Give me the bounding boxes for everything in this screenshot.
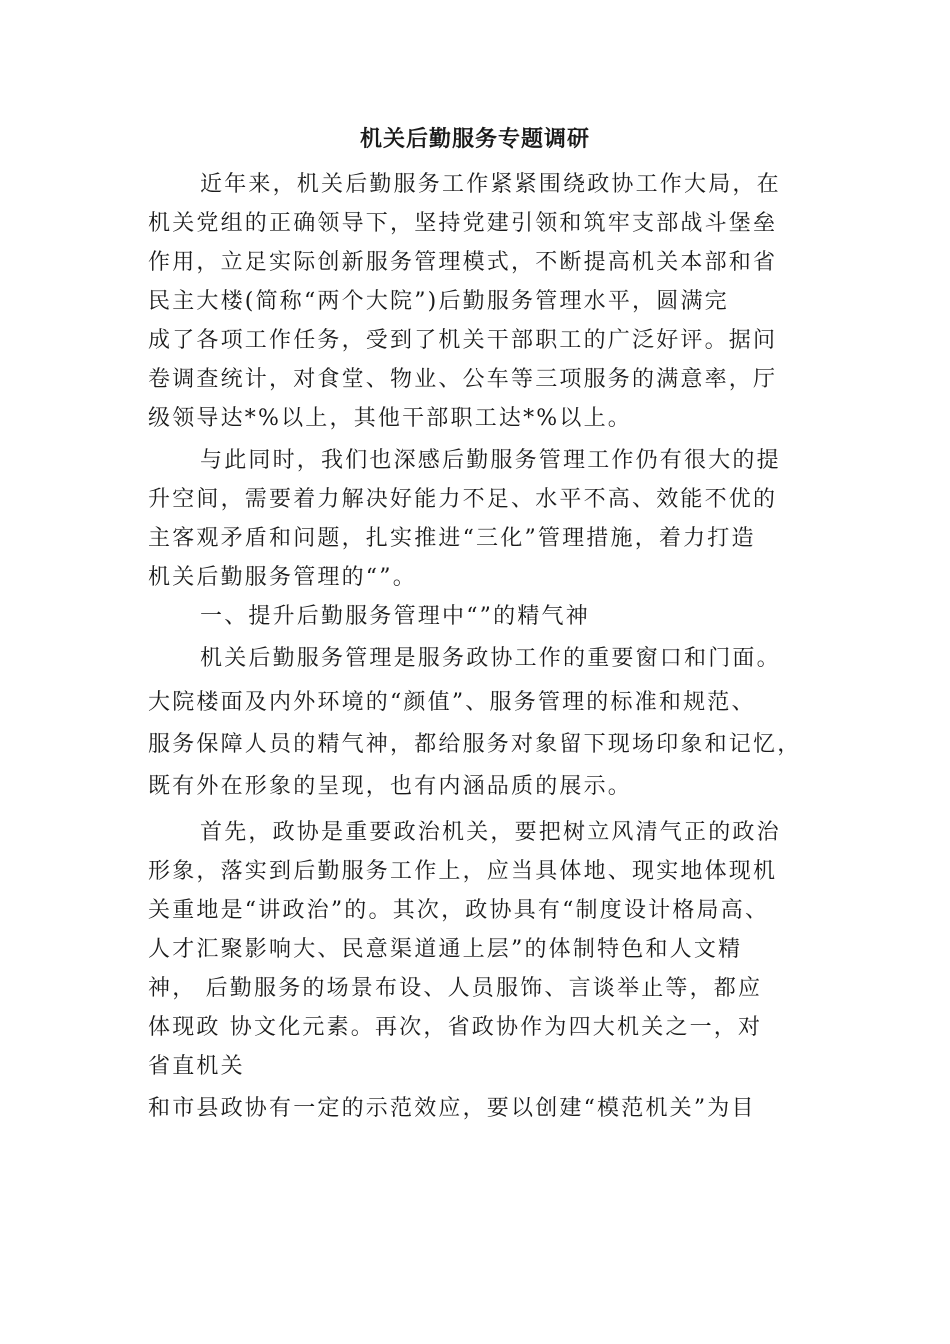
paragraph-line: 首先，政协是重要政治机关，要把树立风清气正的政治 <box>200 820 781 845</box>
paragraph-line: 升空间，需要着力解决好能力不足、水平不高、效能不优的 <box>148 487 778 512</box>
paragraph-line: 主客观矛盾和问题，扎实推进“三化”管理措施，着力打造 <box>148 526 756 551</box>
paragraph-line: 人才汇聚影响大、民意渠道通上层”的体制特色和人文精 <box>148 937 743 962</box>
paragraph-line: 近年来，机关后勤服务工作紧紧围绕政协工作大局，在 <box>200 172 781 197</box>
paragraph-line: 成了各项工作任务，受到了机关干部职工的广泛好评。据问 <box>148 328 778 353</box>
paragraph-line: 服务保障人员的精气神，都给服务对象留下现场印象和记忆， <box>148 732 802 757</box>
paragraph-line: 民主大楼(简称“两个大院”)后勤服务管理水平，圆满完 <box>148 289 729 314</box>
paragraph-line: 形象，落实到后勤服务工作上，应当具体地、现实地体现机 <box>148 859 778 884</box>
paragraph-line: 卷调查统计，对食堂、物业、公车等三项服务的满意率，厅 <box>148 367 778 392</box>
paragraph-line: 省直机关 <box>148 1054 245 1079</box>
paragraph-line: 和市县政协有一定的示范效应，要以创建“模范机关”为目 <box>148 1096 756 1121</box>
paragraph-line: 级领导达*%以上，其他干部职工达*%以上。 <box>148 406 633 431</box>
section-heading: 一、提升后勤服务管理中“”的精气神 <box>200 604 590 629</box>
paragraph-line: 体现政 协文化元素。再次，省政协作为四大机关之一，对 <box>148 1015 763 1040</box>
paragraph-line: 机关党组的正确领导下，坚持党建引领和筑牢支部战斗堡垒 <box>148 211 778 236</box>
paragraph-line: 大院楼面及内外环境的“颜值”、服务管理的标准和规范、 <box>148 690 756 715</box>
paragraph-line: 与此同时，我们也深感后勤服务管理工作仍有很大的提 <box>200 448 781 473</box>
paragraph-line: 作用，立足实际创新服务管理模式，不断提高机关本部和省 <box>148 250 778 275</box>
document-title: 机关后勤服务专题调研 <box>359 126 590 152</box>
paragraph-line: 关重地是“讲政治”的。其次，政协具有“制度设计格局高、 <box>148 898 770 923</box>
paragraph-line: 机关后勤服务管理是服务政协工作的重要窗口和门面。 <box>200 646 781 671</box>
paragraph-line: 神， 后勤服务的场景布设、人员服饰、言谈举止等，都应 <box>148 976 763 1001</box>
paragraph-line: 机关后勤服务管理的“”。 <box>148 565 417 590</box>
paragraph-line: 既有外在形象的呈现，也有内涵品质的展示。 <box>148 774 633 799</box>
